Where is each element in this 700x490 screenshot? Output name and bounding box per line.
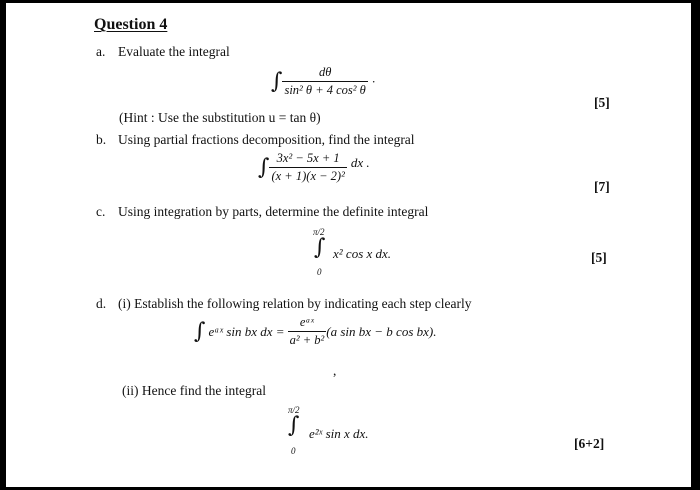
part-d-lhs: eᵃˣ sin bx dx =	[208, 323, 285, 339]
integral-sign: ∫	[314, 235, 326, 260]
integral-sign: ∫	[271, 68, 283, 94]
part-a-fraction	[282, 65, 367, 98]
part-d-fraction	[288, 315, 327, 348]
part-b-trail: dx .	[350, 155, 370, 170]
part-d-label: d.	[96, 296, 107, 311]
part-c-label: c.	[96, 204, 106, 219]
part-c-integrand: x² cos x dx.	[333, 246, 392, 261]
part-d-rhs: (a sin bx − b cos bx).	[326, 323, 437, 339]
part-b-denominator: (x + 1)(x − 2)²	[271, 169, 345, 183]
part-d-upper-limit: π/2	[288, 405, 300, 415]
part-c-text: Using integration by parts, determine the definite integral	[118, 204, 429, 219]
part-b-numerator: 3x² − 5x + 1	[276, 151, 340, 165]
part-d-lower-limit: 0	[291, 446, 296, 456]
part-a-label: a.	[96, 44, 106, 59]
part-c-marks: [5]	[591, 250, 607, 265]
integral-sign: ∫	[258, 154, 270, 180]
part-d-denominator: a² + b²	[289, 333, 325, 347]
part-a-text: Evaluate the integral	[118, 44, 230, 59]
part-b-fraction	[269, 151, 346, 184]
part-b-label: b.	[96, 132, 107, 147]
part-c-lower-limit: 0	[317, 267, 322, 277]
part-b-marks: [7]	[594, 179, 610, 194]
part-d-integrand: e²ˣ sin x dx.	[309, 426, 369, 441]
part-a-integral	[271, 65, 375, 98]
integral-sign: ∫	[288, 413, 300, 438]
part-d-relation	[194, 315, 437, 348]
part-a-hint: (Hint : Use the substitution u = tan θ)	[119, 110, 321, 125]
integral-sign: ∫	[194, 318, 206, 344]
part-a-denominator: sin² θ + 4 cos² θ	[284, 83, 366, 97]
part-d-text-ii: (ii) Hence find the integral	[122, 383, 266, 398]
part-d-text-i: (i) Establish the following relation by indicating each step clearly	[118, 296, 472, 311]
part-a-marks: [5]	[594, 95, 610, 110]
part-a-trail: ·	[371, 73, 376, 89]
question-page	[6, 3, 691, 487]
question-title: Question 4	[94, 16, 168, 33]
part-d-numerator: eᵃˣ	[299, 315, 314, 329]
part-b-text: Using partial fractions decomposition, find the integral	[118, 132, 415, 147]
part-b-integral	[258, 151, 370, 184]
part-a-numerator: dθ	[318, 65, 332, 79]
stray-mark: ,	[333, 363, 337, 378]
part-c-upper-limit: π/2	[313, 227, 325, 237]
part-d-marks: [6+2]	[574, 436, 605, 451]
